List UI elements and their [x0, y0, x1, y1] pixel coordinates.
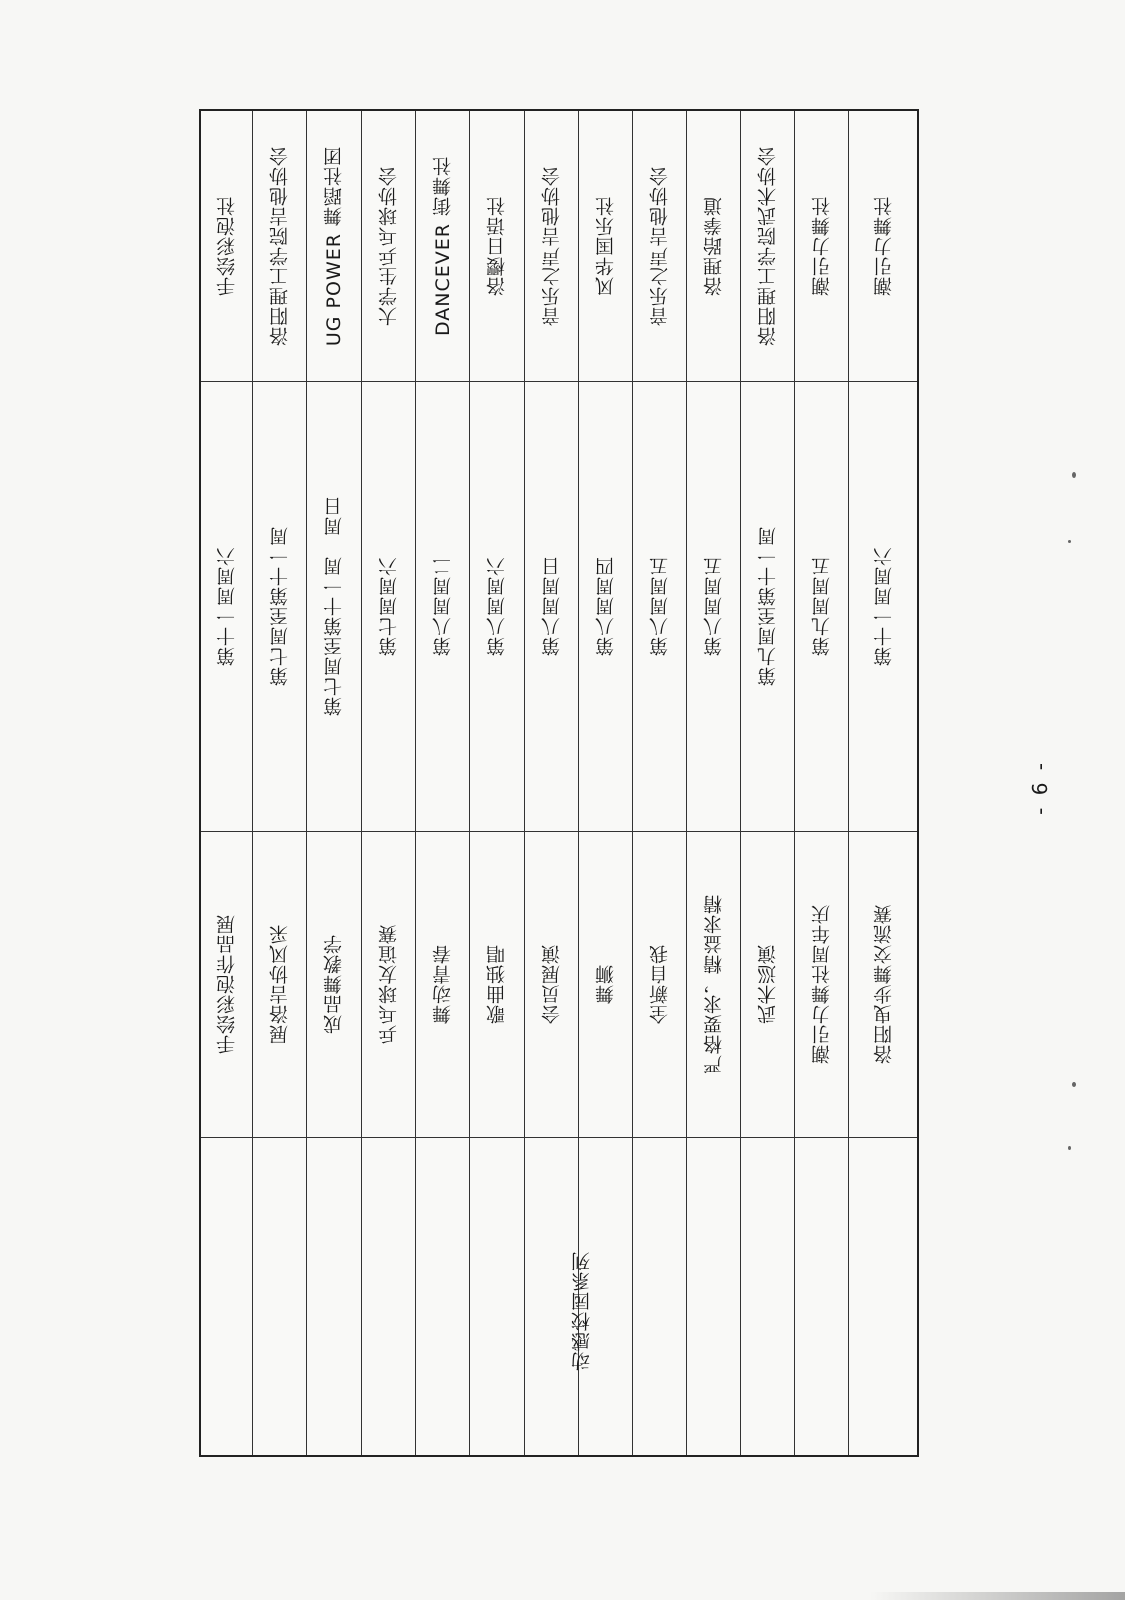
table-row [848, 111, 919, 381]
organizer: 洛阳理工学院武术协会 [756, 146, 779, 346]
table-row [632, 381, 686, 831]
table-row [578, 831, 632, 1137]
page-number: - 6 - [1028, 760, 1052, 815]
category-label: 动感校园系列 [570, 1251, 593, 1371]
table-row [361, 831, 415, 1137]
activity-name: 会员展演 [540, 944, 563, 1024]
table-row [686, 381, 740, 831]
organizer: 潮引力舞社 [810, 196, 833, 296]
activity-name: 手绘彩泡作品展 [216, 914, 238, 1054]
activity-time: 第十一周周六 [216, 546, 238, 666]
table-row [524, 381, 578, 831]
category-cell [541, 1221, 621, 1401]
organizer: 洛樱日语社 [486, 196, 508, 296]
organizer: 音乐之声吉他协会 [540, 166, 563, 326]
table-row [740, 111, 794, 381]
table-row [252, 831, 306, 1137]
activity-name: 乒乓球友谊赛 [377, 924, 400, 1044]
activity-time: 第八周周五 [648, 556, 671, 656]
organizer: 洛阳理工学院吉他协会 [268, 146, 291, 346]
table-row [306, 381, 361, 831]
activity-time: 第七周至第十一周 周日 [323, 496, 345, 716]
table-row [794, 111, 848, 381]
table-row [740, 831, 794, 1137]
table-row [632, 831, 686, 1137]
table-row [306, 831, 361, 1137]
scan-speck [1072, 472, 1076, 478]
scan-speck [1068, 1146, 1071, 1150]
table-row [794, 831, 848, 1137]
table-row [415, 381, 469, 831]
activity-time: 第七周周六 [377, 556, 400, 656]
table-row [578, 381, 632, 831]
table-row [361, 381, 415, 831]
organizer: 潮引力舞社 [873, 196, 895, 296]
table-row [469, 381, 524, 831]
activity-name: 全新自我 [648, 944, 671, 1024]
table-row [252, 111, 306, 381]
organizer: 洛理跆拳道 [702, 196, 725, 296]
table-row [469, 111, 524, 381]
activity-name: 展洛吉协风采 [268, 924, 291, 1044]
table-row [469, 831, 524, 1137]
table-row [415, 111, 469, 381]
table-row [686, 111, 740, 381]
activity-time: 第八周周日 [540, 556, 563, 656]
organizer: UG POWER 舞蹈社团 [323, 145, 345, 347]
activity-name: 洛阳曳步舞交流赛 [873, 904, 895, 1064]
table-row [201, 381, 252, 831]
table-row [848, 831, 919, 1137]
organizer: DANCEVER 街舞社 [431, 155, 454, 337]
table-row [306, 111, 361, 381]
activity-time: 第九周周五 [810, 556, 833, 656]
table-row [252, 381, 306, 831]
table-row [201, 111, 252, 381]
table-row [415, 831, 469, 1137]
organizer: 音乐之声吉他协会 [648, 166, 671, 326]
scan-edge [870, 1592, 1125, 1600]
activity-name: 成品舞教学 [323, 934, 345, 1034]
table-divider [201, 1137, 917, 1138]
activity-time: 第八周周四 [594, 556, 617, 656]
organizer: 风华国乐社 [594, 196, 617, 296]
scan-speck [1068, 540, 1071, 543]
table-row [524, 831, 578, 1137]
table-row [632, 111, 686, 381]
table-row [578, 111, 632, 381]
activity-time: 第九周至第十一周 [756, 526, 779, 686]
table-row [686, 831, 740, 1137]
table-row [201, 831, 252, 1137]
activity-name: 舞动青春 [431, 944, 454, 1024]
activity-time: 第八周周六 [486, 556, 508, 656]
table-row [848, 381, 919, 831]
table-row [524, 111, 578, 381]
organizer: 手绘彩泡社 [216, 196, 238, 296]
activity-time: 第十一周周六 [873, 546, 895, 666]
activity-name: 武术巡演 [756, 944, 779, 1024]
table-row [361, 111, 415, 381]
organizer: 大学生乒乓球协会 [377, 166, 400, 326]
schedule-table [199, 109, 919, 1457]
table-row [740, 381, 794, 831]
table-row [794, 381, 848, 831]
activity-time: 第八周周二 [431, 556, 454, 656]
activity-time: 第八周周五 [702, 556, 725, 656]
activity-name: 歌曲独唱 [486, 944, 508, 1024]
scan-speck [1072, 1082, 1076, 1087]
activity-time: 第七周至第十一周 [268, 526, 291, 686]
activity-name: 潮引力舞社周年庆 [810, 904, 833, 1064]
activity-name: 舞狮 [594, 964, 617, 1004]
activity-name: 严格要求，精益求精 [702, 894, 725, 1074]
